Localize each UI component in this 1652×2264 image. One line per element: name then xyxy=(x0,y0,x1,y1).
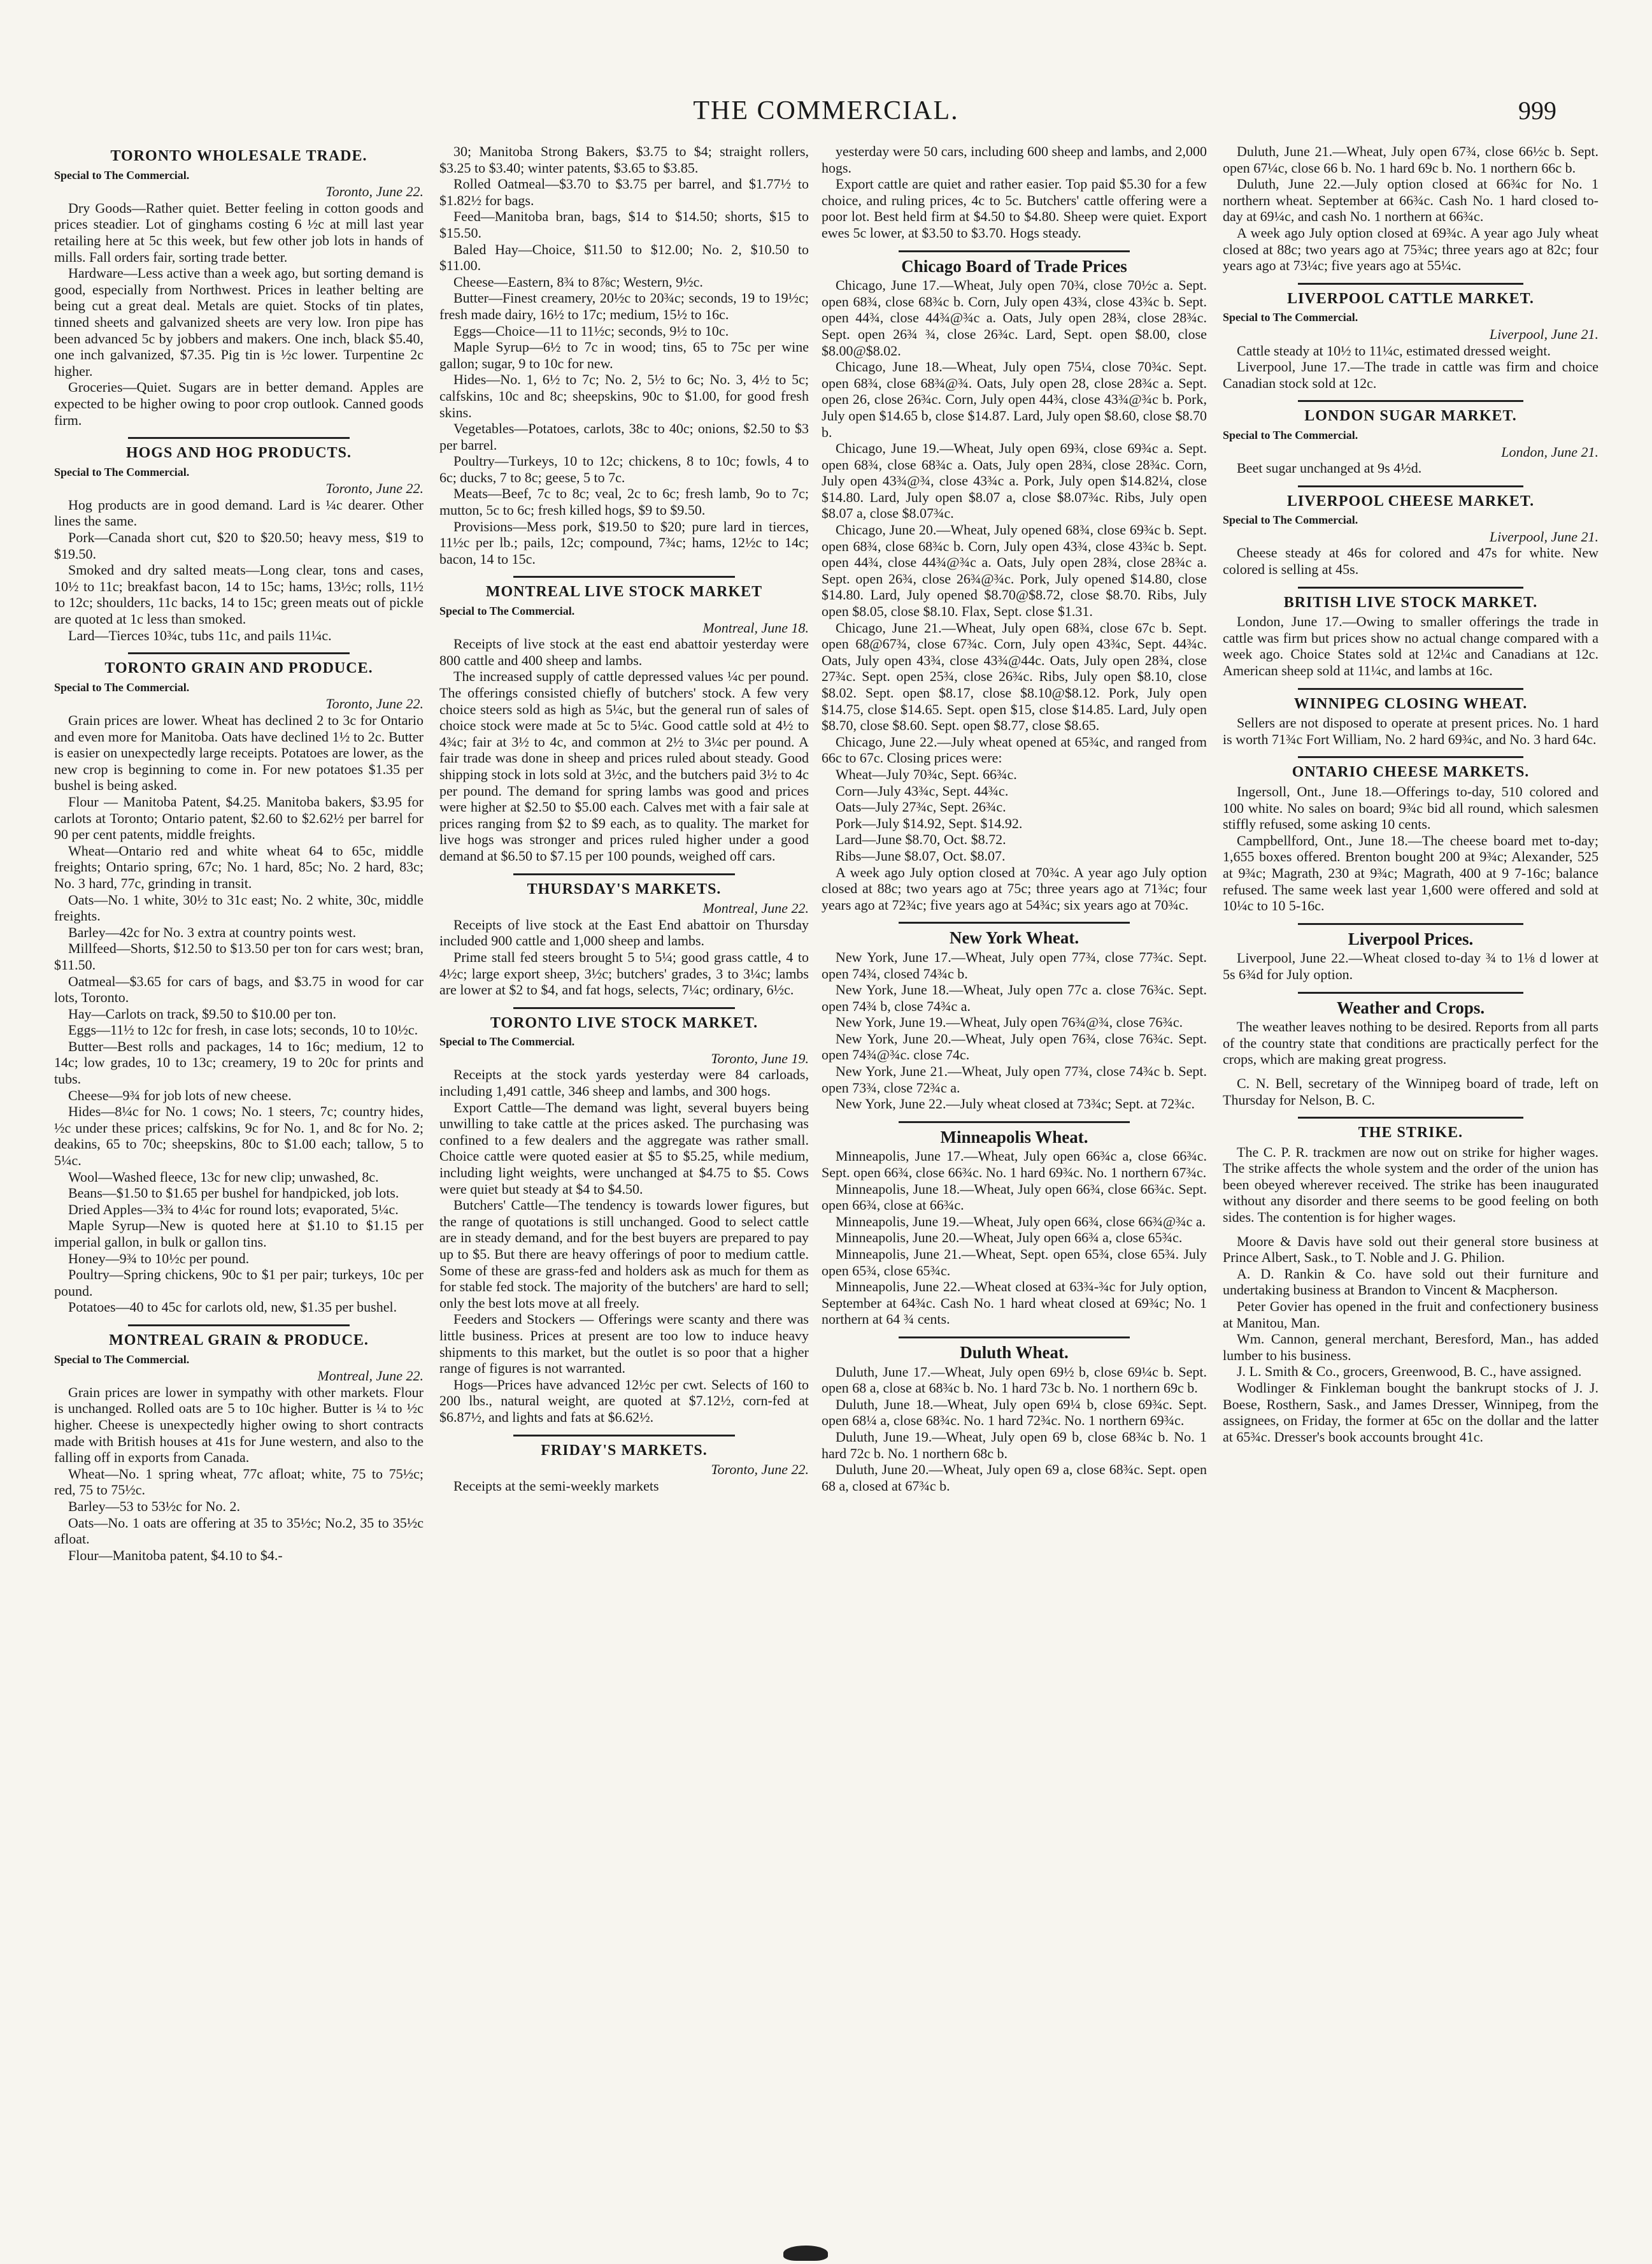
article xyxy=(439,1443,809,1494)
article-paragraph: Butchers' Cattle—The tendency is towards lower figures, but the range of quotations is still unchanged. Good to select cattle are in steady demand, and for the best buyers are prepared to pay up to $5. But there are heavy offerings of poor to medium cattle. Some of these are grass-fed and holders ask as much for them as for stable fed stock. The majority of the butchers' are hard to sell; only the best lots move at all freely. xyxy=(439,1197,809,1311)
article-heading: Chicago Board of Trade Prices xyxy=(901,256,1127,276)
section-divider xyxy=(1298,756,1523,758)
article-paragraph: Ribs—June $8.07, Oct. $8.07. xyxy=(836,847,1006,864)
section-divider xyxy=(513,1007,735,1009)
article-paragraph: C. N. Bell, secretary of the Winnipeg board of trade, left on Thursday for Nelson, B. C. xyxy=(1223,1075,1599,1108)
section-divider xyxy=(1298,485,1523,487)
article-heading: ONTARIO CHEESE MARKETS. xyxy=(1292,764,1530,781)
article-paragraph: Minneapolis, June 18.—Wheat, July open 66¾, close 66¾c. Sept. open 66¾, close at 66¾c. xyxy=(822,1180,1207,1214)
column-1 xyxy=(54,143,424,2246)
article-heading: Minneapolis Wheat. xyxy=(940,1127,1088,1147)
article-paragraph: New York, June 20.—Wheat, July open 76¾, close 76¾c. Sept. open 74¾@¾c. close 74c. xyxy=(822,1030,1207,1063)
article-paragraph: Maple Syrup—6½ to 7c in wood; tins, 65 to 75c per wine gallon; sugar, 9 to 10c for new. xyxy=(439,339,809,371)
article-heading: THE STRIKE. xyxy=(1358,1124,1463,1142)
article-dateline: Toronto, June 22. xyxy=(325,696,424,712)
article xyxy=(1223,1000,1599,1068)
article xyxy=(822,930,1207,1112)
article-paragraph: Sellers are not disposed to operate at present prices. No. 1 hard is worth 71¾c Fort William, No. 2 hard 69¾c, and No. 3 hard 64c. xyxy=(1223,715,1599,747)
article-paragraph: Receipts of live stock at the East End abattoir on Thursday included 900 cattle and 1,000 sheep and lambs. xyxy=(439,916,809,949)
article-paragraph: Hog products are in good demand. Lard is ¼c dearer. Other lines the same. xyxy=(54,496,424,529)
article-paragraph: Minneapolis, June 17.—Wheat, July open 66¾c a, close 66¾c. Sept. open 66¾, close 66¾c. No. 1 hard 69¾c. No. 1 northern 67¾c. xyxy=(822,1148,1207,1181)
article-paragraph: Oats—No. 1 oats are offering at 35 to 35½c; No.2, 35 to 35½c afloat. xyxy=(54,1514,424,1547)
article-paragraph: Beans—$1.50 to $1.65 per bushel for handpicked, job lots. xyxy=(68,1185,399,1201)
article-heading: MONTREAL LIVE STOCK MARKET xyxy=(485,584,763,601)
article-paragraph: Duluth, June 20.—Wheat, July open 69 a, close 68¾c. Sept. open 68 a, closed at 67¾c b. xyxy=(822,1461,1207,1494)
article-heading: TORONTO GRAIN AND PRODUCE. xyxy=(104,660,373,677)
section-divider xyxy=(1298,283,1523,285)
article-heading: HOGS AND HOG PRODUCTS. xyxy=(125,445,352,462)
article-paragraph: Minneapolis, June 19.—Wheat, July open 66¾, close 66¾@¾c a. xyxy=(836,1213,1206,1229)
article xyxy=(1223,696,1599,748)
article-heading: Duluth Wheat. xyxy=(960,1342,1069,1362)
article-paragraph: Rolled Oatmeal—$3.70 to $3.75 per barrel, and $1.77½ to $1.82½ for bags. xyxy=(439,176,809,208)
article-heading: TORONTO LIVE STOCK MARKET. xyxy=(490,1014,758,1031)
article-paragraph: Duluth, June 19.—Wheat, July open 69 b, close 68¾c b. No. 1 hard 72c b. No. 1 northern 68c b. xyxy=(822,1428,1207,1461)
article-paragraph: Receipts of live stock at the east end abattoir yesterday were 800 cattle and 400 sheep and lambs. xyxy=(439,636,809,668)
article-dateline: Montreal, June 18. xyxy=(702,619,809,636)
article-paragraph: Receipts at the stock yards yesterday were 84 carloads, including 1,491 cattle, 346 sheep and lambs, and 300 hogs. xyxy=(439,1066,809,1100)
article-paragraph: Moore & Davis have sold out their general store business at Prince Albert, Sask., to T. Noble and J. G. Philion. xyxy=(1223,1233,1599,1266)
article-paragraph: Oatmeal—$3.65 for cars of bags, and $3.75 in wood for car lots, Toronto. xyxy=(54,973,424,1006)
article-paragraph: Chicago, June 20.—Wheat, July opened 68¾, close 69¾c b. Sept. open 68¾, close 68¾c b. Corn, July open 43¾, close 43¾c b. Sept. open 44¾, close 44¾@¾c a. Oats, July open 28¾, close 28¾c a. Sept. open 26¾, close 26¾@¾c. Pork, July opened $14.80, close $14.80. Lard, July opened $8.70@$8.72, close $8.70. Ribs, July open $8.05, close $8.10. Flax, Sept. close $1.31. xyxy=(822,522,1207,620)
article xyxy=(439,882,809,998)
article-heading: BRITISH LIVE STOCK MARKET. xyxy=(1283,594,1538,611)
article-paragraph: Feeders and Stockers — Offerings were scanty and there was little business. Prices at present are too low to induce heavy shipments to this market, but the outlet is so poor that a higher range of figures is not warranted. xyxy=(439,1311,809,1377)
article-paragraph: Smoked and dry salted meats—Long clear, tons and cases, 10½ to 11c; breakfast bacon, 14 to 15c; hams, 13½c; rolls, 11½ to 12c; shoulders, 11c backs, 14 to 15c; green meats out of pickle are quoted at 1c less than smoked. xyxy=(54,562,424,627)
article-heading: Weather and Crops. xyxy=(1336,998,1485,1017)
article-source: Special to The Commercial. xyxy=(1223,311,1358,324)
article xyxy=(54,148,424,428)
section-divider xyxy=(1298,587,1523,589)
article-heading: LIVERPOOL CHEESE MARKET. xyxy=(1286,492,1535,510)
section-divider xyxy=(128,437,350,439)
article-paragraph: Chicago, June 17.—Wheat, July open 70¾, close 70½c a. Sept. open 68¾, close 68¾c b. Corn, July open 43¾, close 43¾c b. Sept. open 44¾, close 44¾@¾c a. Oats, July open 28¾, close 28¾c. Sept. open 26¾ ¾, close 26¾c. Lard, Sept. open $8.00, close $8.00@$8.02. xyxy=(822,277,1207,359)
article-paragraph: Hogs—Prices have advanced 12½c per cwt. Selects of 160 to 200 lbs., natural weight, are quoted at $7.12½, corn-fed at $6.87½, and lights and fats at $6.62½. xyxy=(439,1376,809,1425)
section-divider xyxy=(128,652,350,654)
article xyxy=(822,1342,1207,1494)
article-paragraph: London, June 17.—Owing to smaller offerings the trade in cattle was firm but prices show no actual change compared with a week ago. Choice States sold at 12¼c and Canadians at 12c. American sheep sold at 11¼c, and lambs at 16c. xyxy=(1223,613,1599,679)
article-paragraph: Eggs—11½ to 12c for fresh, in case lots; seconds, 10 to 10½c. xyxy=(68,1022,418,1038)
column-4 xyxy=(1223,143,1599,2246)
article-paragraph: Wm. Cannon, general merchant, Beresford, Man., has added lumber to his business. xyxy=(1223,1331,1599,1363)
section-divider xyxy=(1298,688,1523,690)
article-dateline: London, June 21. xyxy=(1501,443,1599,460)
article-dateline: Liverpool, June 21. xyxy=(1489,528,1599,545)
article-paragraph: Feed—Manitoba bran, bags, $14 to $14.50; shorts, $15 to $15.50. xyxy=(439,208,809,241)
article-paragraph: Wheat—July 70¾c, Sept. 66¾c. xyxy=(836,766,1017,782)
article-paragraph: J. L. Smith & Co., grocers, Greenwood, B. C., have assigned. xyxy=(1237,1363,1582,1380)
article-source: Special to The Commercial. xyxy=(54,168,190,182)
article-heading: TORONTO WHOLESALE TRADE. xyxy=(110,148,367,164)
article xyxy=(1223,408,1599,476)
article-heading: New York Wheat. xyxy=(949,928,1079,948)
article-paragraph: Cattle steady at 10½ to 11¼c, estimated dressed weight. xyxy=(1237,342,1551,359)
article-paragraph: Dry Goods—Rather quiet. Better feeling in cotton goods and prices steadier. Lot of ginghams costing 6 ½c at mill last year retailing here at 5c this week, but few other job lots in hands of mills. Fall orders fair, sorting trade better. xyxy=(54,199,424,265)
article-paragraph: Butter—Best rolls and packages, 14 to 16c; medium, 12 to 14c; low grades, 10 to 13c; creamery, 19 to 20c for prints and tubs. xyxy=(54,1038,424,1087)
article-heading: FRIDAY'S MARKETS. xyxy=(541,1442,708,1459)
article-paragraph: Wool—Washed fleece, 13c for new clip; unwashed, 8c. xyxy=(68,1168,379,1185)
article-paragraph: Prime stall fed steers brought 5 to 5¼; good grass cattle, 4 to 4½c; large export sheep, 3½c; butchers' grades, 3 to 3¼c; lambs are lower at $2 to $4, and fat hogs, selects, 7¼c; ordinary, 6½c. xyxy=(439,949,809,998)
article-source: Special to The Commercial. xyxy=(439,1035,575,1049)
article-paragraph: Grain prices are lower in sympathy with other markets. Flour is unchanged. Rolled oats are 5 to 10c higher. Butter is ¼ to ½c higher. Cheese is unexpectedly higher owing to short contracts made with British houses at 41s for June western, and also to the falling off in exports from Canada. xyxy=(54,1384,424,1466)
article-paragraph: New York, June 17.—Wheat, July open 77¾, close 77¾c. Sept. open 74¾, closed 74¾c b. xyxy=(822,949,1207,982)
article-paragraph: Chicago, June 21.—Wheat, July open 68¾, close 67c b. Sept. open 68@67¾, close 67¾c. Corn, July open 43¾c, Sept. 44¾c. Oats, July open 43¾, close 43¾@44c. Oats, July open 28¾, close 27¾c. Sept. open 25¾, close 26¾c. Ribs, July open $8.10, close $8.02. Sept. open $8.17, close $8.10@$8.12. Pork, July open $14.75, close $14.65. Sept. open $15, close $14.85. Lard, July open $8.70, close $8.60. Sept. open $8.77, close $8.65. xyxy=(822,619,1207,734)
article-paragraph: yesterday were 50 cars, including 600 sheep and lambs, and 2,000 hogs. xyxy=(822,143,1207,176)
article-paragraph: The weather leaves nothing to be desired. Reports from all parts of the country state that conditions are practically perfect for the crops, which are making great progress. xyxy=(1223,1019,1599,1068)
masthead-title: THE COMMERCIAL. xyxy=(693,96,959,125)
article-paragraph: Hay—Carlots on track, $9.50 to $10.00 per ton. xyxy=(68,1005,336,1022)
article-paragraph: Wheat—Ontario red and white wheat 64 to 65c, middle freights; Ontario spring, 67c; No. 1 hard, 85c; No. 2 hard, 83c; No. 3 hard, 77c, grinding in transit. xyxy=(54,842,424,891)
article-paragraph: Poultry—Turkeys, 10 to 12c; chickens, 8 to 10c; fowls, 4 to 6c; ducks, 7 to 8c; geese, 5 to 7c. xyxy=(439,453,809,485)
article-heading: Liverpool Prices. xyxy=(1348,929,1474,949)
article-paragraph: Butter—Finest creamery, 20½c to 20¾c; seconds, 19 to 19½c; fresh made dairy, 16½ to 17c; medium, 15½ to 16c. xyxy=(439,290,809,322)
section-divider xyxy=(899,1336,1130,1338)
article xyxy=(1223,764,1599,913)
article xyxy=(1223,291,1599,392)
article-paragraph: The increased supply of cattle depressed values ¼c per pound. The offerings consisted chiefly of butchers' stock. A few very choice steers sold as high as 5¼c, but the general run of sales of choice stock were made at 5c to 5¼c. Good cattle sold at 4½ to 4¾c; fair at 3½ to 4c, and common at 2½ to 3¼c per pound. A fair trade was done in sheep and prices ruled about steady. Good shipping stock in lots sold at 3½c, and the butchers paid 3½ to 4c per pound. The demand for spring lambs was good and prices were higher at $2.50 to $5.00 each. Calves met with a fair sale at prices ranging from $2 to $9 each, as to quality. The market for live hogs was stronger and prices ruled higher under a good demand at $6.50 to $7.15 per 100 pounds, weighed off cars. xyxy=(439,668,809,864)
article-paragraph: Duluth, June 21.—Wheat, July open 67¾, close 66½c b. Sept. open 67¼c, close 66 b. No. 1 hard 69c b. No. 1 northern 66c b. xyxy=(1223,143,1599,176)
article xyxy=(822,256,1207,913)
article-heading: WINNIPEG CLOSING WHEAT. xyxy=(1293,695,1528,712)
section-divider xyxy=(899,1121,1130,1123)
section-divider xyxy=(899,250,1130,252)
article-paragraph: Barley—42c for No. 3 extra at country points west. xyxy=(68,924,357,940)
article-paragraph: Hides—8¼c for No. 1 cows; No. 1 steers, 7c; country hides, ½c under these prices; calfskins, 9c for No. 1, and 8c for No. 2; deakins, 65 to 70c; sheepskins, 80c to $1.00 each; tallow, 5 to 5¼c. xyxy=(54,1103,424,1169)
article xyxy=(54,661,424,1315)
article-paragraph: Vegetables—Potatoes, carlots, 38c to 40c; onions, $2.50 to $3 per barrel. xyxy=(439,420,809,453)
article-paragraph: The C. P. R. trackmen are now out on strike for higher wages. The strike affects the whole system and the order of the union has been obeyed wherever received. The strike has been inaugurated without any disorder and there seems to be good feeling on both sides. The contention is for higher wages. xyxy=(1223,1143,1599,1226)
article-paragraph: Minneapolis, June 20.—Wheat, July open 66¾ a, close 65¾c. xyxy=(836,1229,1183,1246)
article-paragraph: A week ago July option closed at 69¾c. A year ago July wheat closed at 88c; two years ago at 75¾c; three years ago at 82c; four years ago at 73¼c; five years ago at 55¼c. xyxy=(1223,224,1599,274)
article-paragraph: A week ago July option closed at 70¾c. A year ago July option closed at 88c; two years ago at 75c; three years ago at 71¾c; four years ago at 72¾c; five years ago at 54¾c; six years ago at 70¾c. xyxy=(822,864,1207,913)
article-dateline: Toronto, June 22. xyxy=(711,1461,809,1478)
section-divider xyxy=(1298,923,1523,925)
article-paragraph: Chicago, June 22.—July wheat opened at 65¾c, and ranged from 66c to 67c. Closing prices were: xyxy=(822,733,1207,766)
article-paragraph: Campbellford, Ont., June 18.—The cheese board met to-day; 1,655 boxes offered. Brenton bought 200 at 9¾c; Alexander, 525 at 9¾c; Magrath, 230 at 9¾c; Magrath, 400 at 9 7-16c; balance refused. The same week last year 1,600 were offered and sold at 10¼c to 10 5-16c. xyxy=(1223,832,1599,914)
article-heading: THURSDAY'S MARKETS. xyxy=(527,880,722,898)
article-paragraph: Duluth, June 22.—July option closed at 66¾c for No. 1 northern wheat. September at 66¾c. Cash No. 1 hard closed to-day at 69¼c, and cash No. 1 northern at 66¾c. xyxy=(1223,176,1599,225)
article xyxy=(439,143,809,567)
article-paragraph: Flour—Manitoba patent, $4.10 to $4.- xyxy=(68,1547,283,1563)
section-divider xyxy=(513,576,735,578)
article-paragraph: Pork—July $14.92, Sept. $14.92. xyxy=(836,815,1023,831)
article-paragraph: Millfeed—Shorts, $12.50 to $13.50 per ton for cars west; bran, $11.50. xyxy=(54,940,424,973)
article-paragraph: Duluth, June 17.—Wheat, July open 69½ b, close 69¼c b. Sept. open 68 a, close at 68¾c b. No. 1 hard 73c b. No. 1 northern 69c b. xyxy=(822,1363,1207,1396)
article-paragraph: Export Cattle—The demand was light, several buyers being unwilling to take cattle at the prices asked. The purchasing was confined to a few dealers and the aggregate was rather small. Choice cattle were quoted easier at $5 to $5.25, while medium, including light weights, were unchanged at $4.75 to $5. Cows were quiet but steady at $4 to $4.50. xyxy=(439,1099,809,1197)
article-paragraph: Liverpool, June 17.—The trade in cattle was firm and choice Canadian stock sold at 12c. xyxy=(1223,359,1599,391)
article-paragraph: New York, June 19.—Wheat, July open 76¾@¾, close 76¾c. xyxy=(836,1014,1183,1031)
ink-smudge xyxy=(783,2246,828,2261)
article-paragraph: Minneapolis, June 21.—Wheat, Sept. open 65¾, close 65¾. July open 65¾, close 65¾c. xyxy=(822,1246,1207,1279)
masthead xyxy=(0,96,1652,134)
article-dateline: Montreal, June 22. xyxy=(317,1368,424,1384)
article-heading: MONTREAL GRAIN & PRODUCE. xyxy=(109,1331,369,1349)
article xyxy=(1223,494,1599,578)
article-paragraph: Receipts at the semi-weekly markets xyxy=(453,1477,659,1494)
article-paragraph: Minneapolis, June 22.—Wheat closed at 63¾-¾c for July option, September at 64¾c. Cash No. 1 hard wheat closed at 69¾c; No. 1 northern at 64 ¾ cents. xyxy=(822,1279,1207,1328)
article-paragraph: Poultry—Spring chickens, 90c to $1 per pair; turkeys, 10c per pound. xyxy=(54,1266,424,1299)
article xyxy=(54,445,424,643)
article-dateline: Toronto, June 22. xyxy=(325,183,424,200)
article-heading: LONDON SUGAR MARKET. xyxy=(1304,408,1517,425)
article-source: Special to The Commercial. xyxy=(1223,513,1358,527)
article-dateline: Montreal, June 22. xyxy=(702,900,809,917)
section-divider xyxy=(1298,400,1523,402)
article xyxy=(1223,1075,1599,1108)
article-paragraph: Provisions—Mess pork, $19.50 to $20; pure lard in tierces, 11½c per lb.; pails, 12c; compound, 7¾c; hams, 12½c to 14c; bacon, 14 to 15c. xyxy=(439,518,809,567)
article-paragraph: Oats—No. 1 white, 30½ to 31c east; No. 2 white, 30c, middle freights. xyxy=(54,891,424,924)
article-paragraph: Groceries—Quiet. Sugars are in better demand. Apples are expected to be higher owing to poor crop outlook. Canned goods firm. xyxy=(54,379,424,428)
article xyxy=(1223,1233,1599,1445)
article-paragraph: New York, June 18.—Wheat, July open 77c a. close 76¾c. Sept. open 74¾ b, close 74¾c a. xyxy=(822,982,1207,1014)
article-source: Special to The Commercial. xyxy=(54,680,190,694)
article-source: Special to The Commercial. xyxy=(54,1352,190,1366)
article-paragraph: Barley—53 to 53½c for No. 2. xyxy=(68,1498,241,1514)
article-paragraph: Lard—June $8.70, Oct. $8.72. xyxy=(836,831,1006,848)
article-paragraph: New York, June 22.—July wheat closed at 73¾c; Sept. at 72¾c. xyxy=(836,1096,1195,1112)
article-source: Special to The Commercial. xyxy=(439,605,575,618)
article xyxy=(54,1333,424,1563)
article-paragraph: Chicago, June 19.—Wheat, July open 69¾, close 69¾c a. Sept. open 68¾, close 68¾c a. Oats, July open 28¾, close 28¾c. Corn, July open 43¾@¾, close 43¾c a. Pork, July open $14.82¼, close $14.80. Lard, July open $8.07 a, close $8.07¾c. Ribs, July open $8.07 a, close $8.07¾c. xyxy=(822,440,1207,522)
section-divider xyxy=(128,1324,350,1326)
article-paragraph: 30; Manitoba Strong Bakers, $3.75 to $4; straight rollers, $3.25 to $3.40; winter patents, $3.65 to $3.85. xyxy=(439,143,809,176)
article-paragraph: Export cattle are quiet and rather easier. Top paid $5.30 for a few choice, and ruling prices, 4c to 5c. Butchers' cattle offering were a poor lot. Best held firm at $4.50 to $4.80. Sheep were quiet. Export ewes 5c lower, at $3.50 to $3.70. Hogs steady. xyxy=(822,176,1207,241)
article-paragraph: Chicago, June 18.—Wheat, July open 75¼, close 70¾c. Sept. open 68¾, close 68¾@¾. Oats, July open 28, close 28¾c a. Sept. open 26, close 26¾c. Corn, July open 44¾, close 43¾@¾c b. Pork, July open $14.65 b, close $14.87. Lard, July open $8.60, close $8.70 b. xyxy=(822,359,1207,440)
article-paragraph: Wheat—No. 1 spring wheat, 77c afloat; white, 75 to 75½c; red, 75 to 75½c. xyxy=(54,1465,424,1498)
section-divider xyxy=(1298,992,1523,994)
article-paragraph: Dried Apples—3¾ to 4¼c for round lots; evaporated, 5¼c. xyxy=(68,1201,399,1217)
article xyxy=(1223,931,1599,983)
article-heading: LIVERPOOL CATTLE MARKET. xyxy=(1287,290,1534,307)
article-paragraph: Beet sugar unchanged at 9s 4½d. xyxy=(1237,460,1422,476)
article-paragraph: Peter Govier has opened in the fruit and confectionery business at Manitou, Man. xyxy=(1223,1298,1599,1331)
article-paragraph: Honey—9¾ to 10½c per pound. xyxy=(68,1250,250,1266)
article-paragraph: Liverpool, June 22.—Wheat closed to-day ¾ to 1⅛ d lower at 5s 6¾d for July option. xyxy=(1223,950,1599,982)
article-paragraph: Lard—Tierces 10¾c, tubs 11c, and pails 11¼c. xyxy=(68,627,332,643)
article-dateline: Liverpool, June 21. xyxy=(1489,326,1599,342)
page-number: 999 xyxy=(1518,96,1556,125)
article-dateline: Toronto, June 22. xyxy=(325,480,424,497)
article-dateline: Toronto, June 19. xyxy=(711,1050,809,1066)
section-divider xyxy=(513,873,735,875)
article-paragraph: A. D. Rankin & Co. have sold out their furniture and undertaking business at Brandon to Vincent & Macpherson. xyxy=(1223,1265,1599,1298)
article-paragraph: Oats—July 27¾c, Sept. 26¾c. xyxy=(836,799,1006,815)
article-source: Special to The Commercial. xyxy=(54,465,190,478)
article-paragraph: Maple Syrup—New is quoted here at $1.10 to $1.15 per imperial gallon, in bulk or gallon tins. xyxy=(54,1217,424,1250)
article-paragraph: Duluth, June 18.—Wheat, July open 69¼ b, close 69¾c. Sept. open 68¼ a, close 68¾c. No. 1 hard 72¾c. No. 1 northern 69¾c. xyxy=(822,1396,1207,1429)
article-paragraph: Corn—July 43¾c, Sept. 44¾c. xyxy=(836,782,1009,799)
article-paragraph: Cheese—9¾ for job lots of new cheese. xyxy=(68,1087,292,1103)
article-paragraph: Baled Hay—Choice, $11.50 to $12.00; No. 2, $10.50 to $11.00. xyxy=(439,241,809,274)
section-divider xyxy=(513,1435,735,1436)
article-paragraph: Flour — Manitoba Patent, $4.25. Manitoba bakers, $3.95 for carlots at Toronto; Ontario patent, $2.60 to $2.62½ per barrel for 90 per cent patents, middle freights. xyxy=(54,793,424,843)
article-paragraph: Meats—Beef, 7c to 8c; veal, 2c to 6c; fresh lamb, 9o to 7c; mutton, 5c to 6c; fresh killed hogs, $9 to $9.50. xyxy=(439,485,809,519)
article xyxy=(1223,143,1599,274)
article-source: Special to The Commercial. xyxy=(1223,428,1358,441)
article-paragraph: Wodlinger & Finkleman bought the bankrupt stocks of J. J. Boese, Rosthern, Sask., and James Dresser, Winnipeg, from the assignees, on Friday, the former at 65c on the dollar and the latter at 65¾c. Dresser's book accounts brought 41c. xyxy=(1223,1380,1599,1445)
section-divider xyxy=(899,922,1130,924)
column-2 xyxy=(439,143,809,2246)
article-paragraph: Hardware—Less active than a week ago, but sorting demand is good, especially from Northwest. Prices in leather belting are being cut a great deal. Metals are quiet. Stocks of tin plates, tinned sheets and galvanized sheets are very low. Iron pipe has been advanced 5c by jobbers and makers. One inch, black $5.40, one inch galvanized, $7.35. Pig tin is ½c lower. Turpentine 2c higher. xyxy=(54,265,424,379)
article xyxy=(439,584,809,864)
article-paragraph: Hides—No. 1, 6½ to 7c; No. 2, 5½ to 6c; No. 3, 4½ to 5c; calfskins, 10c and 8c; sheepskins, 90c to $1.00, for good fresh skins. xyxy=(439,371,809,420)
article xyxy=(1223,595,1599,679)
article-paragraph: Eggs—Choice—11 to 11½c; seconds, 9½ to 10c. xyxy=(453,322,729,339)
article-paragraph: Potatoes—40 to 45c for carlots old, new, $1.35 per bushel. xyxy=(68,1299,397,1315)
article xyxy=(439,1015,809,1426)
article xyxy=(1223,1125,1599,1226)
article-paragraph: Pork—Canada short cut, $20 to $20.50; heavy mess, $19 to $19.50. xyxy=(54,529,424,562)
article-paragraph: Ingersoll, Ont., June 18.—Offerings to-day, 510 colored and 100 white. No sales on board; 9¾c bid all round, which salesmen stiffly refused, some asking 10 cents. xyxy=(1223,784,1599,833)
section-divider xyxy=(1298,1117,1523,1119)
article-paragraph: Cheese—Eastern, 8¾ to 8⅞c; Western, 9½c. xyxy=(453,273,703,290)
article-paragraph: New York, June 21.—Wheat, July open 77¾, close 74¾c b. Sept. open 73¾, close 72¾c a. xyxy=(822,1063,1207,1096)
article-paragraph: Cheese steady at 46s for colored and 47s for white. New colored is selling at 45s. xyxy=(1223,545,1599,578)
article xyxy=(822,1129,1207,1328)
article xyxy=(822,143,1207,241)
column-3 xyxy=(822,143,1207,2246)
article-paragraph: Grain prices are lower. Wheat has declined 2 to 3c for Ontario and even more for Manitoba. Oats have declined 1½ to 2c. Butter is easier on unexpectedly large receipts. Potatoes are lower, as the new crop is beginning to come in. For new potatoes $1.35 per bushel is being asked. xyxy=(54,712,424,794)
